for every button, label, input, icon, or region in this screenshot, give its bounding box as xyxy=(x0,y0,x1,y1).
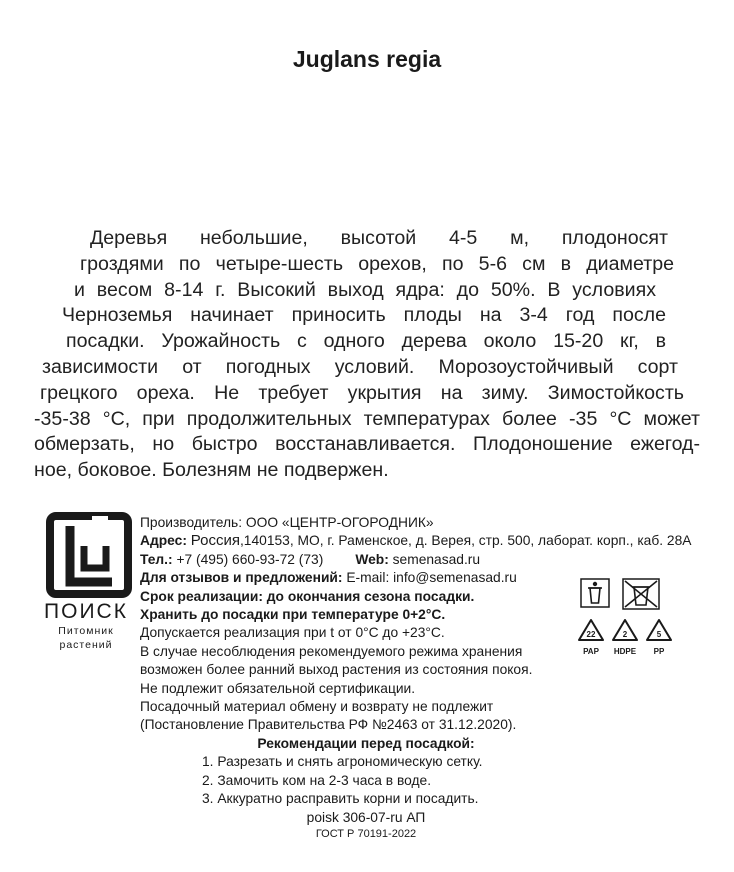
poisk-logo-icon xyxy=(46,512,132,598)
no-trash-icon xyxy=(622,578,660,610)
logo-subtitle: Питомник xyxy=(58,625,114,637)
feedback: Для отзывов и предложений: E-mail: info@semenasad.ru xyxy=(140,570,517,586)
address: Адрес: Россия,140153, МО, г. Раменское, д. Верея, стр. 500, лаборат. корп., каб. 28А xyxy=(140,532,692,550)
storage-conditions: Хранить до посадки при температуре 0+2°С. xyxy=(140,607,446,623)
storage-warning: В случае несоблюдения рекомендуемого режима хранения xyxy=(140,643,523,659)
recommendations-title: Рекомендации перед посадкой: xyxy=(257,735,475,751)
recycle-mark-pp xyxy=(644,618,674,657)
description-line: грецкого ореха. Не требует укрытия на зиму. Зимостойкость xyxy=(40,381,684,404)
gost-standard: ГОСТ Р 70191-2022 xyxy=(315,827,417,840)
return-policy: (Постановление Правительства РФ №2463 от 31.12.2020). xyxy=(140,717,517,733)
description-line: ное, боковое. Болезням не подвержен. xyxy=(34,459,389,482)
recommendation-item: 1. Разрезать и снять агрономическую сетку. xyxy=(202,754,483,770)
recommendation-item: 3. Аккуратно расправить корни и посадить. xyxy=(202,791,479,807)
description-line: обмерзать, но быстро восстанавливается. Плодоношение ежегод- xyxy=(34,433,700,456)
producer-info xyxy=(140,514,720,841)
svg-text:2: 2 xyxy=(622,630,628,639)
recycle-label: PAP xyxy=(583,647,599,656)
return-policy: Посадочный материал обмену и возврату не подлежит xyxy=(140,699,494,715)
description-line: посадки. Урожайность с одного дерева около 15-20 кг, в xyxy=(66,330,666,353)
contacts: Тел.: +7 (495) 660-93-72 (73) Web: semenasad.ru xyxy=(140,551,481,567)
poisk-logo xyxy=(40,512,136,652)
allowed-temperature: Допускается реализация при t от 0°С до +23°С. xyxy=(140,625,445,641)
recycle-triangle-icon xyxy=(611,618,639,642)
logo-name: ПОИСК xyxy=(44,600,128,623)
description-line: гроздями по четыре-шесть орехов, по 5-6 см в диаметре xyxy=(80,252,674,275)
certification: Не подлежит обязательной сертификации. xyxy=(140,680,416,696)
description-line: Черноземья начинает приносить плоды на 3-4 год после xyxy=(62,304,666,327)
description-line: -35-38 °С, при продолжительных температурах более -35 °С может xyxy=(34,407,700,430)
recycle-label: PP xyxy=(653,647,665,656)
description-line: зависимости от погодных условий. Морозоустойчивый сорт xyxy=(42,355,678,378)
recycle-mark-pap xyxy=(576,618,606,657)
shelf-life: Срок реализации: до окончания сезона посадки. xyxy=(140,588,475,604)
product-code: poisk 306-07-ru АП xyxy=(306,809,426,825)
svg-text:22: 22 xyxy=(586,630,596,639)
description-line: и весом 8-14 г. Высокий выход ядра: до 50%. В условиях xyxy=(74,278,656,301)
producer: Производитель: ООО «ЦЕНТР-ОГОРОДНИК» xyxy=(140,515,434,530)
description-line: Деревья небольшие, высотой 4-5 м, плодоносят xyxy=(90,227,668,249)
recycle-label: HDPE xyxy=(613,647,637,656)
svg-text:5: 5 xyxy=(656,630,662,639)
recycle-mark-hdpe xyxy=(610,618,640,657)
recycling-marks xyxy=(576,578,686,657)
recycle-triangle-icon xyxy=(645,618,673,642)
logo-subtitle: растений xyxy=(59,639,113,651)
recycle-triangle-icon xyxy=(577,618,605,642)
storage-warning: возможен более ранний выход растения из состояния покоя. xyxy=(140,662,533,678)
trash-bin-icon xyxy=(580,578,610,608)
recommendation-item: 2. Замочить ком на 2-3 часа в воде. xyxy=(202,772,432,788)
product-title: Juglans regia xyxy=(292,46,442,72)
description xyxy=(34,226,700,484)
